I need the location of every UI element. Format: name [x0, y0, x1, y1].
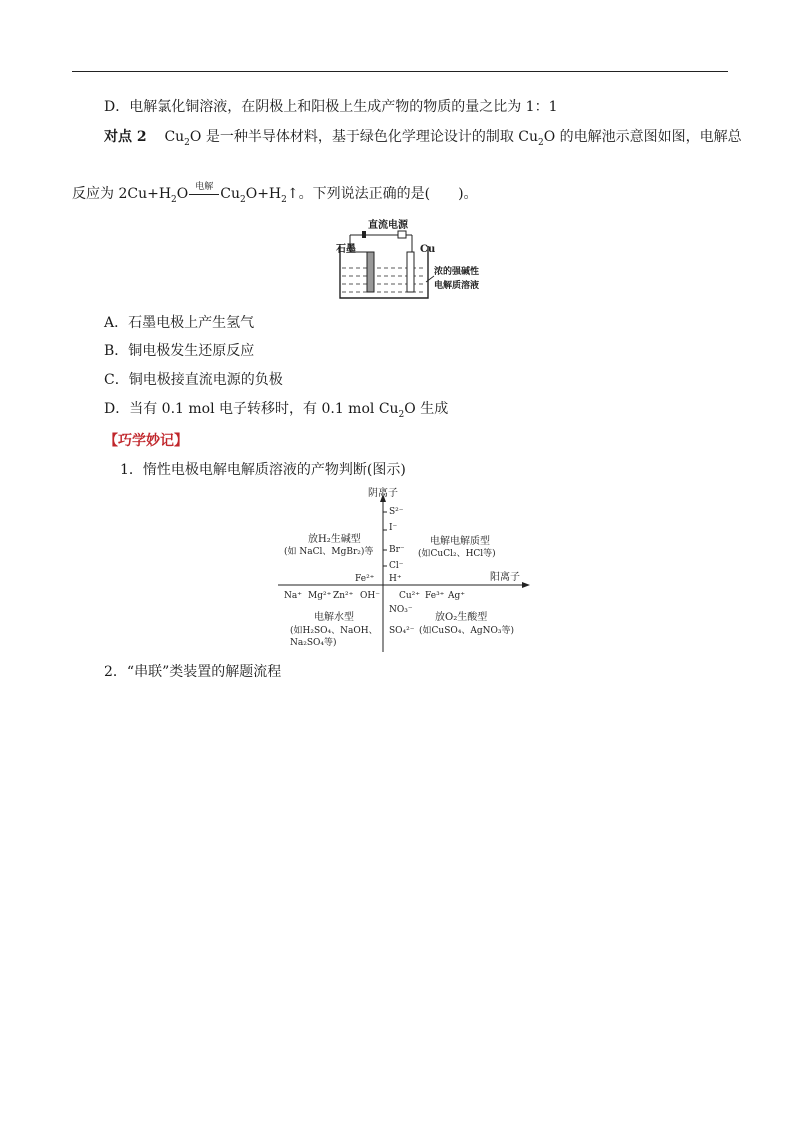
electrolysis-arrow: 电解 — [188, 187, 220, 201]
electrolysis-cell-figure — [336, 212, 506, 304]
cation-na: Na⁺ — [284, 591, 302, 601]
graphite-label: 石墨 — [336, 244, 356, 255]
electrolysis-quadrant-diagram — [270, 486, 535, 658]
y-axis-label: 阴离子 — [368, 488, 398, 499]
svg-text:浓的强碱性: 浓的强碱性 — [434, 267, 480, 277]
svg-text:Na₂SO₄等): Na₂SO₄等) — [290, 638, 337, 648]
svg-text:电解质溶液: 电解质溶液 — [434, 281, 480, 291]
svg-text:(如 NaCl、MgBr₂)等: (如 NaCl、MgBr₂)等 — [284, 547, 374, 557]
upper-left-type: 放H₂生碱型 — [308, 534, 361, 545]
option-a: A．石墨电极上产生氢气 — [104, 315, 255, 331]
anion-i: I⁻ — [389, 523, 398, 533]
anion-oh: OH⁻ — [360, 591, 380, 601]
copper-label: Cu — [420, 244, 436, 255]
cation-fe2: Fe²⁺ — [355, 574, 375, 584]
header-rule — [72, 71, 728, 72]
question-2-line-1: 对点 2 $Cu_2O$ 是一种半导体材料，基于绿色化学理论设计的制取 $Cu_2O$ 的电解池示意图如图，电解总 — [104, 129, 742, 148]
anion-no3: NO₃⁻ — [389, 605, 413, 615]
item-1-heading: 1．惰性电极电解电解质溶液的产物判断(图示) — [120, 462, 406, 478]
anion-br: Br⁻ — [389, 545, 405, 555]
x-axis-label: 阳离子 — [490, 572, 520, 583]
power-supply-label: 直流电源 — [368, 220, 408, 231]
question-tag: 对点 2 — [104, 129, 147, 145]
cation-mg: Mg²⁺ — [308, 591, 332, 601]
lower-left-type: 电解水型 — [314, 612, 354, 623]
cation-cu: Cu²⁺ — [399, 591, 421, 601]
copper-electrode — [407, 252, 414, 292]
option-c: C．铜电极接直流电源的负极 — [104, 372, 283, 388]
cation-zn: Zn²⁺ — [333, 591, 354, 601]
lower-right-type: 放O₂生酸型 — [435, 612, 488, 623]
anion-cl: Cl⁻ — [389, 561, 404, 571]
cation-fe3: Fe³⁺ — [425, 591, 445, 601]
svg-text:(如CuSO₄、AgNO₃等): (如CuSO₄、AgNO₃等) — [419, 626, 514, 636]
svg-text:(如H₂SO₄、NaOH、: (如H₂SO₄、NaOH、 — [290, 626, 378, 636]
graphite-electrode — [367, 252, 374, 292]
option-b: B．铜电极发生还原反应 — [104, 343, 255, 359]
cation-ag: Ag⁺ — [448, 591, 466, 601]
question-2-line-2: 反应为 $2Cu+H_2O$ 电解 $Cu_2O+H_2↑$。下列说法正确的是( )。 — [72, 182, 478, 205]
option-d-previous: D．电解氯化铜溶液，在阴极上和阳极上生成产物的物质的量之比为 1：1 — [104, 99, 558, 115]
item-2-heading: 2．“串联”类装置的解题流程 — [104, 664, 282, 680]
upper-right-type: 电解电解质型 — [430, 536, 490, 547]
anion-so4: SO₄²⁻ — [389, 626, 415, 636]
tip-section-title: 【巧学妙记】 — [104, 433, 188, 449]
h-plus: H⁺ — [389, 574, 402, 584]
anion-s: S²⁻ — [389, 507, 404, 517]
option-d: D．当有 0.1 mol 电子转移时，有 0.1 mol $Cu_2O$ 生成 — [104, 401, 449, 420]
svg-text:(如CuCl₂、HCl等): (如CuCl₂、HCl等) — [418, 549, 496, 559]
